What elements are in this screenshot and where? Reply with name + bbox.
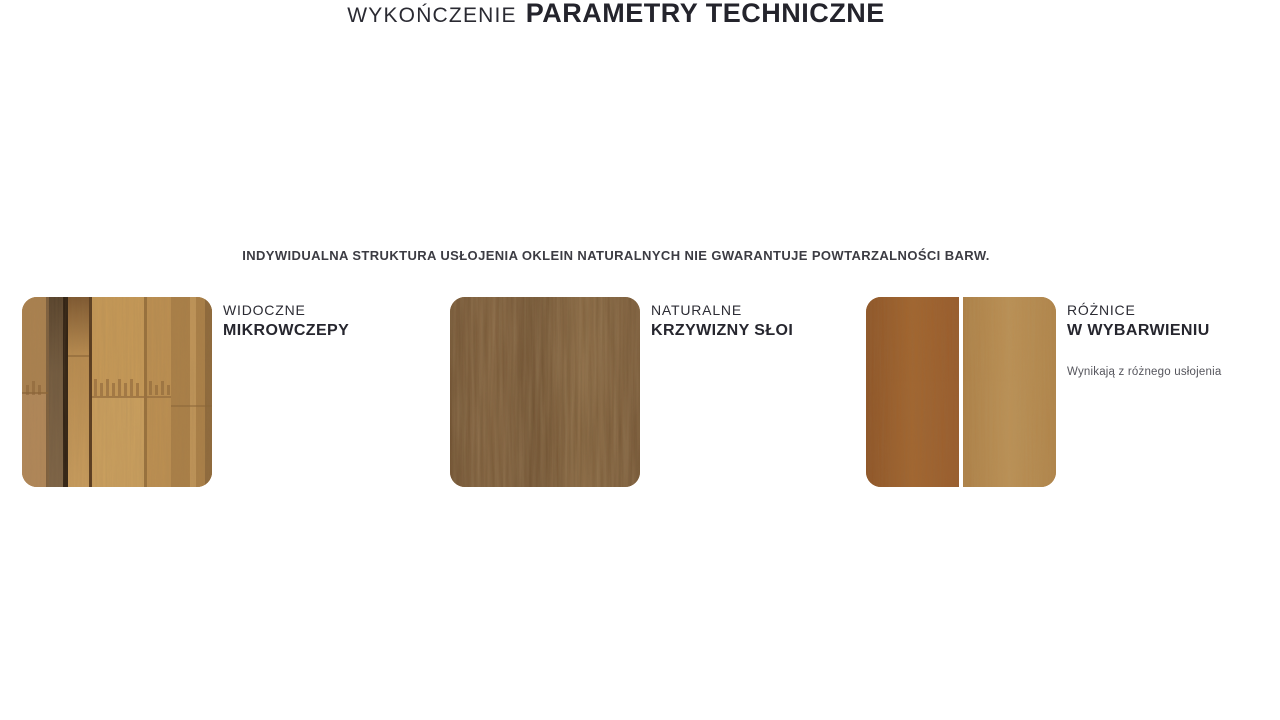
feature-label xyxy=(1067,297,1237,487)
page-title-bold: PARAMETRY TECHNICZNE xyxy=(525,0,885,28)
feature-card-krzywizny-sloi xyxy=(450,297,821,487)
feature-label xyxy=(223,297,393,487)
feature-card-roznice-wybarwienie xyxy=(866,297,1237,487)
feature-note: Wynikają z różnego usłojenia xyxy=(1067,366,1222,378)
feature-line1: NATURALNE xyxy=(651,302,742,318)
page-title xyxy=(0,0,1232,31)
page-title-regular: WYKOŃCZENIE xyxy=(347,4,517,27)
wood-sample-image-oak-grain xyxy=(450,297,640,487)
feature-line1: RÓŻNICE xyxy=(1067,302,1136,318)
feature-line2: W WYBARWIENIU xyxy=(1067,322,1210,339)
feature-label xyxy=(651,297,821,487)
feature-line1: WIDOCZNE xyxy=(223,302,306,318)
feature-card-mikrowczepy xyxy=(22,297,393,487)
feature-line2: MIKROWCZEPY xyxy=(223,322,350,339)
page-subtitle: INDYWIDUALNA STRUKTURA USŁOJENIA OKLEIN NATURALNYCH NIE GWARANTUJE POWTARZALNOŚCI BARW. xyxy=(242,248,990,263)
feature-line2: KRZYWIZNY SŁOI xyxy=(651,322,794,339)
wood-sample-image-finger-joints xyxy=(22,297,212,487)
wood-sample-image-two-tone xyxy=(866,297,1056,487)
